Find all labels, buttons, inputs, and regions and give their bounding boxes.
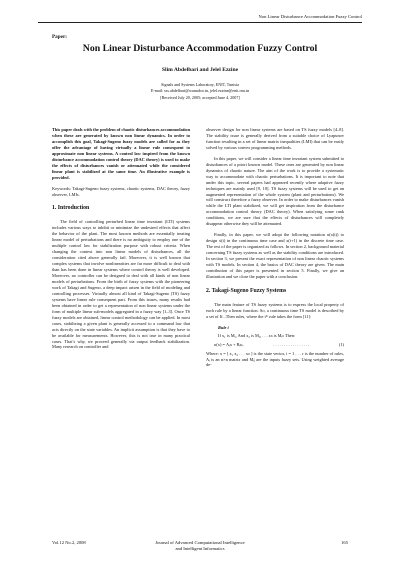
paragraph: The main feature of TS fuzzy systems is to express the local property of each rule by a linear function. So, a continuous time TS model is described by a set of If...Then rules, where the iᵗʰ rule takes the form [11]: bbox=[206, 301, 344, 319]
equation-leader: . . . . . . . . . . . . . . . . . bbox=[273, 341, 310, 347]
equation-1 bbox=[214, 342, 344, 348]
rule-premise: If x₁ is Mᵢ₁ And x₂ is Mᵢ₂ . . . xₙ is Mᵢₙ Then: bbox=[218, 332, 296, 338]
affiliation bbox=[0, 82, 400, 101]
authors: Slim Abdelbari and Jelel Ezzine bbox=[161, 67, 239, 73]
section-heading-ts-fuzzy: 2. Takagi-Sugeno Fuzzy Systems bbox=[206, 287, 287, 294]
intro-paragraph: The field of controlling perturbed linear time invariant (LTI) systems includes various ways to inhibit or minimize the undesired effects that affect the behavior of the plant. The most known methods are essentially treating linear model of perturbations and there is no ambiguity to employ one of the multiple control law for stabilization purpose with robust criteria. When changing the context into non linear models of disturbances, all the consideration cited above generally fail. Moreover, it is well known that complex systems that involve nonlinearities are far more difficult to deal with than has been done in linear systems where control theory is well developed. Moreover, no controller can be designed to deal with all kinds of non linear models of perturbations. From the birth of fuzzy systems with the pioneering work of Takagi and Sugeno, a deep impact arisen in the field of modeling and controlling processes. Virtually almost all kind of Takagi-Sugeno (TS) fuzzy systems have linear rule consequent part. From this issues, many results had been obtained in order to get a representation of non linear systems under the form of multiple linear sub-models aggregated in a fuzzy way [1–3]. Once TS fuzzy models are obtained, linear control methodology can be applied. In most cases, stabilizing a given plant is generally accessed to a command law that acts directly on the state variables. An implicit assumption is that they have to be available for measurements. However, this is not true in many practical cases. That’s why, we proceed generally via output feedback stabilization. Many research on controller and bbox=[52, 219, 190, 350]
journal-name-line: Journal of Advanced Computational Intelligence bbox=[155, 540, 245, 545]
page-number: 165 bbox=[341, 540, 348, 545]
affiliation-lab: Signals and Systems Laboratory, ENIT, Tunisia bbox=[161, 82, 239, 87]
paragraph: observer design for non linear systems are based on TS fuzzy models [4–8]. The stability issue is generally derived from a suitable choice of Lyapunov function resulting in a set of linear matrix inequalities (LMI) that can be easily solved by various convex programming methods. bbox=[206, 127, 344, 150]
running-head: Non Linear Disturbance Accommodation Fuzzy Control bbox=[258, 14, 362, 19]
equation-number: (1) bbox=[338, 341, 344, 347]
paragraph: Where: x = [ x₁ x₂ . . . xₙ ] is the state vector, i = 1 . . . r is the number of rules, Aᵢ is an n×n matrix and Mᵢⱼ are the inputs fuzzy sets. Using weighted average de- bbox=[206, 350, 344, 368]
received-date: [Received July 20, 2005; accepted June 4, 2007] bbox=[160, 94, 240, 100]
journal-name-line: and Intelligent Informatics bbox=[175, 546, 225, 551]
journal-name bbox=[38, 540, 362, 552]
section-label: Paper: bbox=[52, 34, 67, 40]
keywords: Keywords: Takagi-Sugeno fuzzy systems, chaotic systems, DAC theory, fuzzy observer, LMIs. bbox=[52, 185, 190, 197]
affiliation-email: E-mail: sss.abdelbari@wanadoo.tn, jelel.ezzine@enit.rnu.tn bbox=[150, 88, 250, 94]
paper-title: Non Linear Disturbance Accommodation Fuzzy Control bbox=[82, 43, 318, 54]
right-column bbox=[206, 127, 344, 373]
paragraph: Finally, in this paper, we will adopt the following notation σ(x(t)) to design ẋ(t) in the continuous time case and x(t+1) in the discrete time case. The rest of the paper is organized as follows. In section 2, background material concerning TS fuzzy systems as well as the stability conditions are introduced. In section 3, we present the exact representation of non linear chaotic systems with TS models. In section 4, the basics of DAC theory are given. The main contribution of this paper is presented in section 5. Finally, we give an illustration and we close the paper with a conclusion. bbox=[206, 232, 344, 279]
volume-info: Vol.12 No.2, 2008 bbox=[52, 540, 86, 545]
section-heading-introduction: 1. Introduction bbox=[52, 205, 90, 212]
header-rule bbox=[38, 22, 362, 23]
left-column bbox=[52, 127, 190, 355]
paragraph: In this paper, we will consider a linear time invariant system submitted to disturbances of a priori known model. These ones are generated by non linear dynamics of chaotic nature. The aim of the work is to provide a systematic way to accommodate with chaotic perturbations. It is important to note that under this topic, several papers had appeared recently where adaptive fuzzy techniques are mainly used [9, 10]. TS fuzzy systems will be used to get an augmented representation of the whole system (plant and perturbations). We will construct therefore a fuzzy observer. In order to make disturbances vanish while the LTI plant stabilized, we will get inspiration from the disturbance accommodation control theory (DAC theory). When satisfying some rank conditions, we are sure that the effects of disturbances will completely disappear otherwise they will be attenuated. bbox=[206, 155, 344, 227]
equation-body: σ(x) = Aᵢx + Bᵢu, bbox=[214, 341, 244, 347]
rule-label: Rule i bbox=[218, 324, 229, 330]
abstract: This paper deals with the problem of chaotic disturbances accommodation when these are generated by known non linear dynamics. In order to accomplish this goal, Takagi-Sugeno fuzzy models are called for as they offer the advantage of having virtually a linear rule consequent to approximate non linear systems. A control law inspired from the known disturbance accommodation control theory (DAC theory) is used to make the effects of disturbances vanish or attenuated while the considered linear plant is stabilized at the same time. An illustrative example is provided. bbox=[52, 127, 190, 180]
